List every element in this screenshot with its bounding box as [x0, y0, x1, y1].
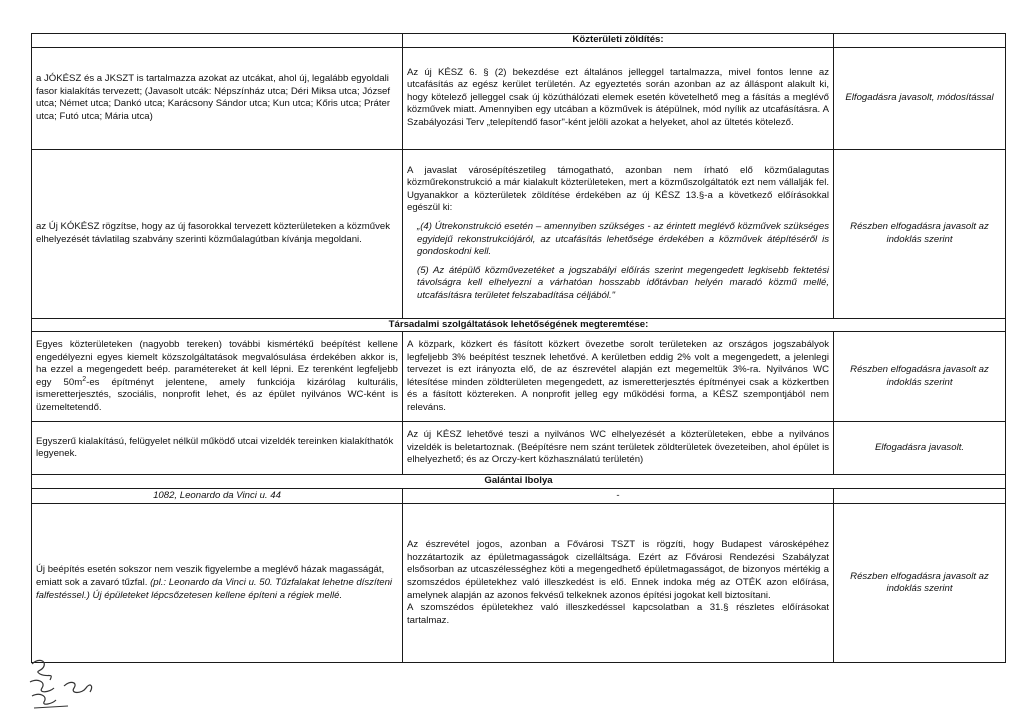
section-row-kozteruleti	[32, 34, 1006, 48]
table-row	[32, 47, 1006, 149]
status-cell: Elfogadásra javasolt.	[834, 422, 1006, 475]
empty-cell	[834, 34, 1006, 48]
handwritten-signature	[24, 652, 114, 712]
section-heading-kozteruleti: Közterületi zöldítés:	[403, 34, 834, 48]
comment-cell: Egyszerű kialakítású, felügyelet nélkül működő utcai vizeldék tereinken kialakíthatók legyenek.	[32, 422, 403, 475]
status-cell: Részben elfogadásra javasolt az indoklás szerint	[834, 149, 1006, 318]
comment-cell	[32, 504, 403, 663]
comment-cell: a JÓKÉSZ és a JKSZT is tartalmazza azokat az utcákat, ahol új, legalább egyoldali fasor kialakítás tervezett; (Javasolt utcák: Népszínház utca; Déri Miksa utca; József utca; Német utca; Dankó utca; Karácsony Sándor utca; Kun utca; Kőris utca; Práter utca; Futó utca; Mária utca)	[32, 47, 403, 149]
response-cell	[403, 149, 834, 318]
response-cell: -	[403, 488, 834, 504]
table-row	[32, 332, 1006, 422]
comment-text-a: Egyes közterületeken (nagyobb tereken) további kismértékű beépítést kellene engedélyezni egyes kiemelt közszolgáltatások megvalósulása érdekében akkor is, ha ezzel a megengedett beép. paramétereket át kell lépni. Ez terenként legfeljebb egy 50m	[36, 338, 398, 388]
status-cell: Részben elfogadásra javasolt az indoklás szerint	[834, 504, 1006, 663]
comment-text-b: (pl.: Leonardo da Vinci u. 50. Tűzfalakat lehetne díszíteni falfestéssel.) Új épületeket lépcsőzetesen kellene építeni a régiek mellé.	[36, 577, 393, 601]
response-cell	[403, 504, 834, 663]
status-cell: Elfogadásra javasolt, módosítással	[834, 47, 1006, 149]
table-row	[32, 149, 1006, 318]
section-heading-galantai: Galántai Ibolya	[32, 475, 1006, 489]
response-intro: A javaslat városépítészetileg támogatható, azonban nem írható elő közműalagutas közműrekonstrukció a már kialakult közterületeken, mert a közműszolgáltatók ezt nem vállalják fel. Ugyanakkor a közterületek zöldítése érdekében az új KÉSZ 13.§-a a következő előírásokkal egészül ki:	[407, 164, 829, 214]
response-text-a: Az észrevétel jogos, azonban a Fővárosi TSZT is rögzíti, hogy Budapest városképéhez hozzátartozik az épületmagasságok cizelláltsága. Ezért az Fővárosi Rendezési Szabályzat elsősorban az utcaszélességhez köti a megengedhető épületmagasságot, de bizonyos mértékig a szomszédos épületekhez való illeszkedést is elő. Ennek indoka még az OTÉK azon előírása, amelynek alapján az azonos fekvésű telkeknek azonos építési jogokat kell biztosítani.	[407, 539, 829, 601]
response-cell: Az új KÉSZ 6. § (2) bekezdése ezt általános jelleggel tartalmazza, mivel fontos lenne az utcafásítás az egész kerület területén. Az egyeztetés során azonban az az álláspont alakult ki, hogy kötelező jelleggel csak új közúthálózati elemek esetén követelhető meg a fásítás a meglévő közművek miatt. Amennyiben egy utcában a közművek is átépülnek, mód nyílik az utcafásításra. A Szabályozási Terv „telepítendő fasor"-ként jelöli azokat a helyeket, ahol az ültetés kötelező.	[403, 47, 834, 149]
table-row	[32, 422, 1006, 475]
response-quote-4: „(4) Útrekonstrukció esetén – amennyiben szükséges - az érintett meglévő közművek szükséges egyidejű rekonstrukciójáról, az utcafásítás lehetősége érdekében a közművek átépítéséről is gondoskodni kell.	[417, 221, 829, 258]
response-quote-5: (5) Az átépülő közművezetéket a jogszabályi előírás szerint megengedett legkisebb fektetési távolságra kell elhelyezni a várhatóan hosszabb időtávban helyén maradó közmű mellé, utcafásításra területet felszabadítása céljából."	[417, 264, 829, 301]
section-row-galantai	[32, 475, 1006, 489]
address-cell: 1082, Leonardo da Vinci u. 44	[32, 488, 403, 504]
comment-text-a: Új beépítés esetén sokszor nem veszik figyelembe a meglévő házak magasságát, emiatt sok a zavaró tűzfal.	[36, 564, 385, 589]
response-cell: A közpark, közkert és fásított közkert övezetbe sorolt területeken az országos jogszabályok legfeljebb 3% beépítést tesznek lehetővé. A kerületben eddig 2% volt a megengedett, a jelenlegi tervezet is ezt irányozta elő, de az észrevétel alapján ezt megemeltük 3%-ra. Nyilvános WC létesítése minden zöldterületen megengedett, az ismeretterjesztés építményei csak a közkertben és a fásított köztereken. A nonprofit jelleg egy működési forma, a KÉSZ szempontjából nem releváns.	[403, 332, 834, 422]
empty-cell	[834, 488, 1006, 504]
comment-cell: az Új KÓKÉSZ rögzítse, hogy az új fasorokkal tervezett közterületeken a közművek elhelyezését távlatilag szabvány szerinti közműalagútban kívánja megoldani.	[32, 149, 403, 318]
section-row-tarsadalmi	[32, 318, 1006, 332]
comment-text-b: -es építményt jelentene, amely funkciója kizárólag kulturális, ismeretterjesztés, szociális, nonprofit lehet, és az épület nyilvános WC-ként is üzemeltetendő.	[36, 376, 399, 413]
comment-cell	[32, 332, 403, 422]
response-cell: Az új KÉSZ lehetővé teszi a nyilvános WC elhelyezését a közterületeken, ebbe a nyilvános vizeldék is beletartoznak. (Beépítésre nem szánt területek zöldterületek övezeteiben, ahol épület is elhelyezhető; és az Orczy-kert közhasználatú területén)	[403, 422, 834, 475]
table-row	[32, 488, 1006, 504]
response-text-b: A szomszédos épületekhez való illeszkedéssel kapcsolatban a 31.§ részletes előírásokat tartalmaz.	[407, 602, 829, 626]
table-row	[32, 504, 1006, 663]
comment-table	[31, 33, 1006, 663]
comment-table-page	[31, 33, 1005, 656]
superscript: 2	[82, 375, 87, 383]
empty-cell	[32, 34, 403, 48]
section-heading-tarsadalmi: Társadalmi szolgáltatások lehetőségének megteremtése:	[32, 318, 1006, 332]
status-cell: Részben elfogadásra javasolt az indoklás szerint	[834, 332, 1006, 422]
